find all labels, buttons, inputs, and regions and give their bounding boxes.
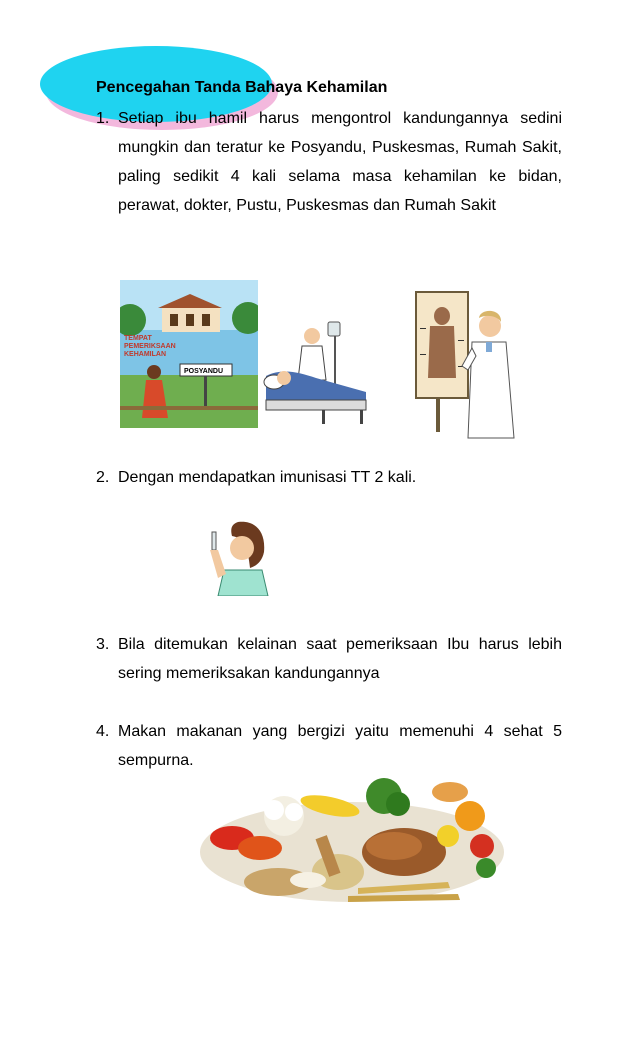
list-item <box>96 630 562 688</box>
page-title: Pencegahan Tanda Bahaya Kehamilan <box>96 79 388 96</box>
patient-bed-illustration <box>262 318 370 426</box>
list-item <box>96 717 562 775</box>
doctor-illustration <box>406 288 524 440</box>
list-item-text: Bila ditemukan kelainan saat pemeriksaan Ibu harus lebih sering memeriksakan kandungannya <box>118 636 562 682</box>
sign-line-3: KEHAMILAN <box>124 351 166 358</box>
posyandu-illustration <box>120 280 258 428</box>
list-item-text: Makan makanan yang bergizi yaitu memenuhi 4 sehat 5 sempurna. <box>118 723 562 769</box>
list-item-number: 2. <box>96 469 110 486</box>
list-item-number: 3. <box>96 636 110 653</box>
list-item-text: Dengan mendapatkan imunisasi TT 2 kali. <box>118 469 417 486</box>
vaccination-nurse-illustration <box>204 518 272 596</box>
list-item-number: 1. <box>96 110 110 127</box>
sign-line-2: PEMERIKSAAN <box>124 343 176 350</box>
nutritious-food-illustration <box>198 776 506 908</box>
sign-line-1: TEMPAT <box>124 335 152 342</box>
list-item <box>96 104 562 220</box>
list-item-text: Setiap ibu hamil harus mengontrol kandungannya sedini mungkin dan teratur ke Posyandu, Puskesmas, Rumah Sakit, paling sedikit 4 kali selama masa kehamilan ke bidan, perawat, dokter, Pustu, Puskesmas dan Rumah Sakit <box>118 110 562 214</box>
list-item <box>96 463 562 492</box>
list-item-number: 4. <box>96 723 110 740</box>
posyandu-sign: POSYANDU <box>184 368 224 375</box>
